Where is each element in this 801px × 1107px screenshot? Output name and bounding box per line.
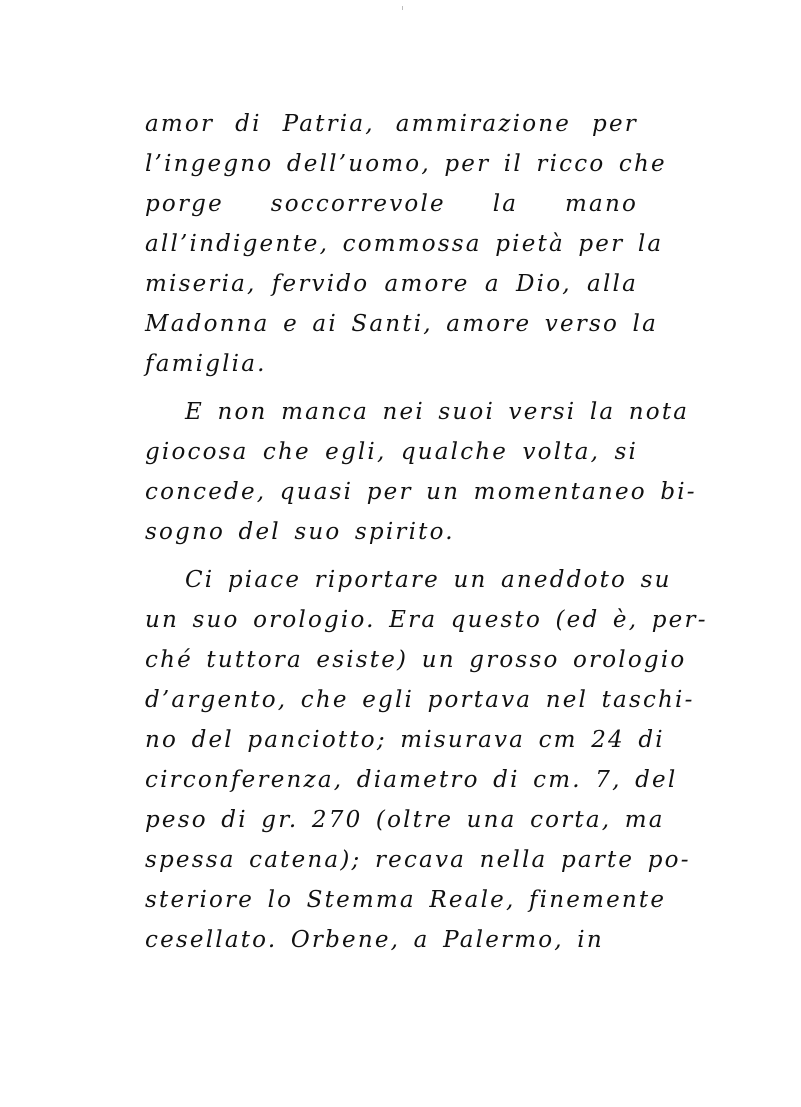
paragraph-1 xyxy=(145,104,667,384)
text-line: spessa catena); recava nella parte po- xyxy=(145,847,691,873)
paragraph-2 xyxy=(145,392,697,552)
text-line: ché tuttora esiste) un grosso orologio xyxy=(145,647,687,673)
body-text xyxy=(145,104,708,968)
text-line: sogno del suo spirito. xyxy=(145,519,455,545)
text-line: all’indigente, commossa pietà per la xyxy=(145,231,664,257)
scan-mark xyxy=(402,6,403,10)
text-line: steriore lo Stemma Reale, finemente xyxy=(145,887,667,913)
text-line: E non manca nei suoi versi la nota xyxy=(185,399,690,425)
text-line: l’ingegno dell’uomo, per il ricco che xyxy=(145,151,667,177)
paragraph-3 xyxy=(145,560,708,960)
text-line: Madonna e ai Santi, amore verso la xyxy=(145,311,659,337)
text-line: peso di gr. 270 (oltre una corta, ma xyxy=(145,807,665,833)
text-line: cesellato. Orbene, a Palermo, in xyxy=(145,927,604,953)
text-line: circonferenza, diametro di cm. 7, del xyxy=(145,767,678,793)
text-line: giocosa che egli, qualche volta, si xyxy=(145,439,638,465)
text-line: un suo orologio. Era questo (ed è, per- xyxy=(145,607,708,633)
text-line: miseria, fervido amore a Dio, alla xyxy=(145,271,638,297)
text-line: famiglia. xyxy=(145,351,267,377)
text-line: amor di Patria, ammirazione per xyxy=(145,111,638,137)
text-line: d’argento, che egli portava nel taschi- xyxy=(145,687,695,713)
text-line: Ci piace riportare un aneddoto su xyxy=(185,567,672,593)
text-line: concede, quasi per un momentaneo bi- xyxy=(145,479,697,505)
text-line: no del panciotto; misurava cm 24 di xyxy=(145,727,665,753)
text-line: porge soccorrevole la mano xyxy=(145,191,638,217)
